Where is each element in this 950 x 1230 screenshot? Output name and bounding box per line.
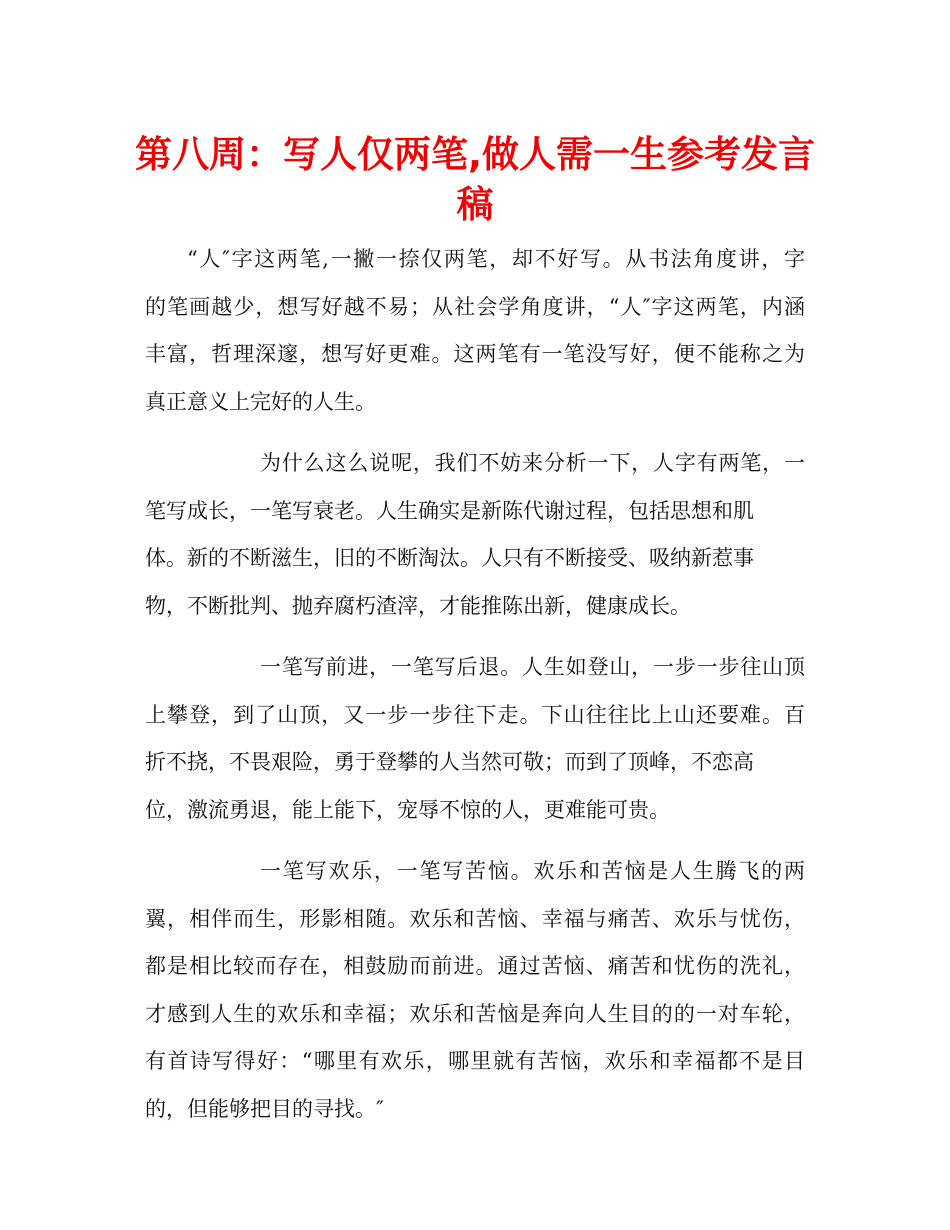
paragraph-4 [145, 848, 805, 1133]
paragraph-line: 位，激流勇退，能上能下，宠辱不惊的人，更难能可贵。 [145, 797, 670, 822]
paragraph-line: 一笔写前进，一笔写后退。人生如登山，一步一步往山顶 [260, 655, 805, 679]
paragraph-line: 真正意义上完好的人生。 [145, 389, 376, 414]
paragraph-line: 为什么这么说呢，我们不妨来分析一下，人字有两笔，一 [260, 451, 805, 475]
paragraph-3 [145, 644, 805, 834]
paragraph-line: 上攀登，到了山顶，又一步一步往下走。下山往往比上山还要难。百 [145, 702, 805, 727]
paragraph-line: 都是相比较而存在，相鼓励而前进。通过苦恼、痛苦和忧伤的洗礼， [145, 954, 805, 978]
paragraph-line: 体。新的不断滋生，旧的不断淘汰。人只有不断接受、吸纳新惹事 [145, 546, 754, 570]
paragraph-line: “人″字这两笔,一撇一捺仅两笔，却不好写。从书法角度讲，字 [187, 247, 805, 271]
page-title: 第八周：写人仅两笔,做人需一生参考发言稿 [134, 133, 816, 226]
paragraph-1 [145, 236, 805, 426]
paragraph-2 [145, 440, 805, 630]
paragraph-line: 一笔写欢乐，一笔写苦恼。欢乐和苦恼是人生腾飞的两 [260, 859, 805, 883]
paragraph-line: 的，但能够把目的寻找。″ [145, 1096, 384, 1121]
paragraph-line: 有首诗写得好：“哪里有欢乐，哪里就有苦恼，欢乐和幸福都不是目 [145, 1049, 805, 1073]
document-body [145, 236, 805, 1133]
paragraph-line: 物，不断批判、抛弃腐朽渣滓，才能推陈出新，健康成长。 [145, 593, 691, 618]
paragraph-line: 丰富，哲理深邃，想写好更难。这两笔有一笔没写好，便不能称之为 [145, 342, 805, 366]
paragraph-line: 才感到人生的欢乐和幸福；欢乐和苦恼是奔向人生目的的一对车轮， [145, 1001, 805, 1026]
paragraph-line: 翼，相伴而生，形影相随。欢乐和苦恼、幸福与痛苦、欢乐与忧伤， [145, 906, 805, 931]
paragraph-line: 的笔画越少，想写好越不易；从社会学角度讲，“人″字这两笔，内涵 [145, 294, 805, 319]
paragraph-line: 折不挠，不畏艰险，勇于登攀的人当然可敬；而到了顶峰，不恋高 [145, 750, 754, 774]
paragraph-line: 笔写成长，一笔写衰老。人生确实是新陈代谢过程，包括思想和肌 [145, 498, 754, 523]
